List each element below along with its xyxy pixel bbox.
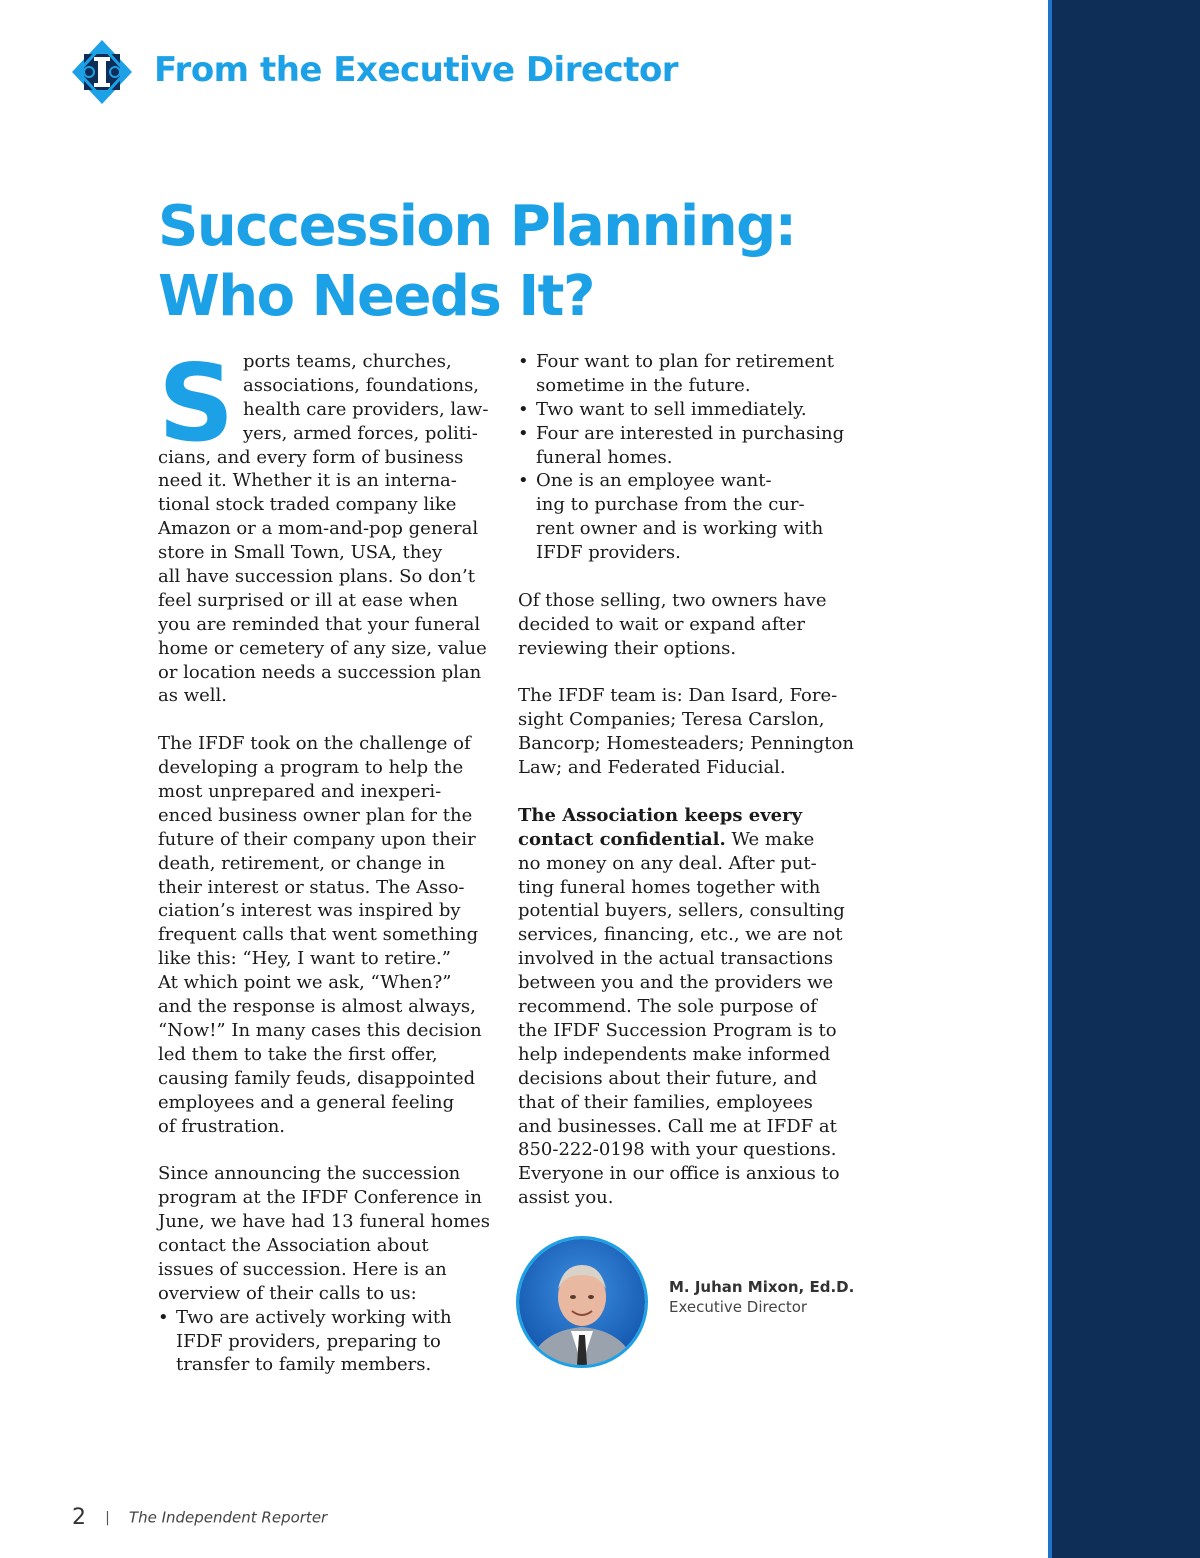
publication-name: The Independent Reporter bbox=[128, 1508, 328, 1527]
text-line: Bancorp; Homesteaders; Pennington bbox=[518, 733, 854, 755]
text-line: tional stock traded company like bbox=[158, 494, 457, 516]
text-line: reviewing their options. bbox=[518, 637, 737, 659]
bullet-text: Four want to plan for retirement bbox=[536, 351, 834, 372]
bullet-marker: • bbox=[518, 351, 529, 372]
drop-cap: S bbox=[158, 342, 235, 465]
text-line: “Now!” In many cases this decision bbox=[158, 1019, 482, 1041]
text-line: of frustration. bbox=[158, 1115, 286, 1137]
headline-line-2: Who Needs It? bbox=[158, 264, 594, 329]
text-line: decided to wait or expand after bbox=[518, 613, 806, 635]
text-line: decisions about their future, and bbox=[518, 1067, 818, 1089]
sidebar-band bbox=[1048, 0, 1200, 1558]
text-line: contact the Association about bbox=[158, 1234, 429, 1256]
text-line: Everyone in our office is anxious to bbox=[518, 1163, 840, 1185]
bullet-item bbox=[518, 469, 863, 493]
text-line: associations, foundations, bbox=[243, 374, 480, 396]
author-photo bbox=[516, 1236, 648, 1368]
text-line: health care providers, law- bbox=[243, 398, 489, 420]
text-line: services, financing, etc., we are not bbox=[518, 924, 843, 946]
text-line: like this: “Hey, I want to retire.” bbox=[158, 948, 451, 970]
text-line: no money on any deal. After put- bbox=[518, 852, 817, 874]
text-line: overview of their calls to us: bbox=[158, 1282, 417, 1304]
text-line: June, we have had 13 funeral homes bbox=[158, 1211, 491, 1233]
text-line: Of those selling, two owners have bbox=[518, 589, 827, 611]
bullet-continuation: IFDF providers, preparing to bbox=[176, 1330, 441, 1352]
text-line: store in Small Town, USA, they bbox=[158, 542, 443, 564]
text-line: cians, and every form of business bbox=[158, 446, 464, 468]
page-number: 2 bbox=[72, 1505, 86, 1530]
bullet-text: Two want to sell immediately. bbox=[536, 398, 807, 420]
text-line: developing a program to help the bbox=[158, 757, 464, 779]
text-line: 850-222-0198 with your questions. bbox=[518, 1139, 837, 1161]
text-line bbox=[518, 828, 863, 852]
diamond-logo-icon bbox=[72, 40, 132, 104]
text-line: or location needs a succession plan bbox=[158, 661, 482, 683]
page-footer bbox=[72, 1505, 327, 1530]
bullet-item bbox=[518, 422, 863, 446]
text-line: recommend. The sole purpose of bbox=[518, 996, 817, 1018]
text-line: as well. bbox=[158, 685, 227, 707]
text-line: home or cemetery of any size, value bbox=[158, 637, 487, 659]
text-line: causing family feuds, disappointed bbox=[158, 1067, 476, 1089]
text-line: issues of succession. Here is an bbox=[158, 1258, 447, 1280]
text-continuation: We make bbox=[725, 828, 815, 850]
text-line: ports teams, churches, bbox=[243, 351, 452, 372]
bullet-continuation: ing to purchase from the cur- bbox=[536, 494, 805, 516]
text-line: program at the IFDF Conference in bbox=[158, 1187, 482, 1209]
text-line: At which point we ask, “When?” bbox=[158, 972, 452, 994]
text-line: potential buyers, sellers, consulting bbox=[518, 900, 845, 922]
author-title: Executive Director bbox=[669, 1298, 808, 1316]
bullet-item bbox=[518, 350, 863, 374]
text-line: help independents make informed bbox=[518, 1043, 831, 1065]
text-line: sight Companies; Teresa Carslon, bbox=[518, 709, 825, 731]
text-line: Law; and Federated Fiducial. bbox=[518, 757, 786, 779]
text-line: and businesses. Call me at IFDF at bbox=[518, 1115, 837, 1137]
bullet-text: One is an employee want- bbox=[536, 470, 772, 492]
bullet-continuation: IFDF providers. bbox=[536, 542, 681, 564]
paragraph-break bbox=[158, 708, 498, 732]
bullet-item bbox=[158, 1306, 498, 1330]
paragraph-break bbox=[158, 1138, 498, 1162]
text-line: future of their company upon their bbox=[158, 828, 476, 850]
text-line: ting funeral homes together with bbox=[518, 876, 821, 898]
bullet-text: Four are interested in purchasing bbox=[536, 422, 845, 444]
text-line: Amazon or a mom-and-pop general bbox=[158, 518, 479, 540]
footer-separator: | bbox=[105, 1509, 110, 1526]
author-name: M. Juhan Mixon, Ed.D. bbox=[669, 1278, 855, 1296]
text-line: death, retirement, or change in bbox=[158, 852, 446, 874]
bullet-marker: • bbox=[518, 422, 529, 444]
text-line: and the response is almost always, bbox=[158, 996, 476, 1018]
text-line: The Association keeps every bbox=[518, 804, 803, 826]
text-line: frequent calls that went something bbox=[158, 924, 479, 946]
headline-line-1: Succession Planning: bbox=[158, 194, 796, 259]
text-line: Since announcing the succession bbox=[158, 1163, 461, 1185]
bullet-continuation: funeral homes. bbox=[536, 446, 673, 468]
text-line: feel surprised or ill at ease when bbox=[158, 589, 458, 611]
text-line: assist you. bbox=[518, 1187, 614, 1209]
text-line: enced business owner plan for the bbox=[158, 804, 473, 826]
bullet-continuation: rent owner and is working with bbox=[536, 518, 824, 540]
bullet-marker: • bbox=[518, 398, 529, 420]
text-line: their interest or status. The Asso- bbox=[158, 876, 465, 898]
portrait-image bbox=[519, 1239, 645, 1365]
paragraph-break bbox=[518, 565, 863, 589]
text-line: employees and a general feeling bbox=[158, 1091, 455, 1113]
text-line: ciation’s interest was inspired by bbox=[158, 900, 461, 922]
text-line: all have succession plans. So don’t bbox=[158, 566, 475, 588]
bullet-marker: • bbox=[518, 470, 529, 492]
bullet-continuation: transfer to family members. bbox=[176, 1354, 432, 1376]
text-line: you are reminded that your funeral bbox=[158, 613, 481, 635]
article-headline bbox=[158, 192, 796, 332]
article-column-1 bbox=[158, 342, 498, 1377]
text-line: led them to take the first offer, bbox=[158, 1043, 438, 1065]
bullet-text: Two are actively working with bbox=[176, 1306, 452, 1328]
text-line: involved in the actual transactions bbox=[518, 948, 834, 970]
text-line: yers, armed forces, politi- bbox=[243, 422, 478, 444]
article-column-2 bbox=[518, 350, 863, 1210]
bullet-continuation: sometime in the future. bbox=[536, 374, 751, 396]
text-line: between you and the providers we bbox=[518, 972, 834, 994]
section-title: From the Executive Director bbox=[154, 50, 679, 90]
text-line: the IFDF Succession Program is to bbox=[518, 1019, 837, 1041]
text-line: that of their families, employees bbox=[518, 1091, 813, 1113]
bullet-item bbox=[518, 398, 863, 422]
text-line: most unprepared and inexperi- bbox=[158, 781, 442, 803]
paragraph-break bbox=[518, 780, 863, 804]
bold-lead-text: contact confidential. bbox=[518, 828, 726, 850]
text-line: The IFDF team is: Dan Isard, Fore- bbox=[518, 685, 838, 707]
text-line: need it. Whether it is an interna- bbox=[158, 470, 457, 492]
paragraph-break bbox=[518, 661, 863, 685]
bullet-marker: • bbox=[158, 1306, 169, 1328]
text-line: The IFDF took on the challenge of bbox=[158, 733, 471, 755]
